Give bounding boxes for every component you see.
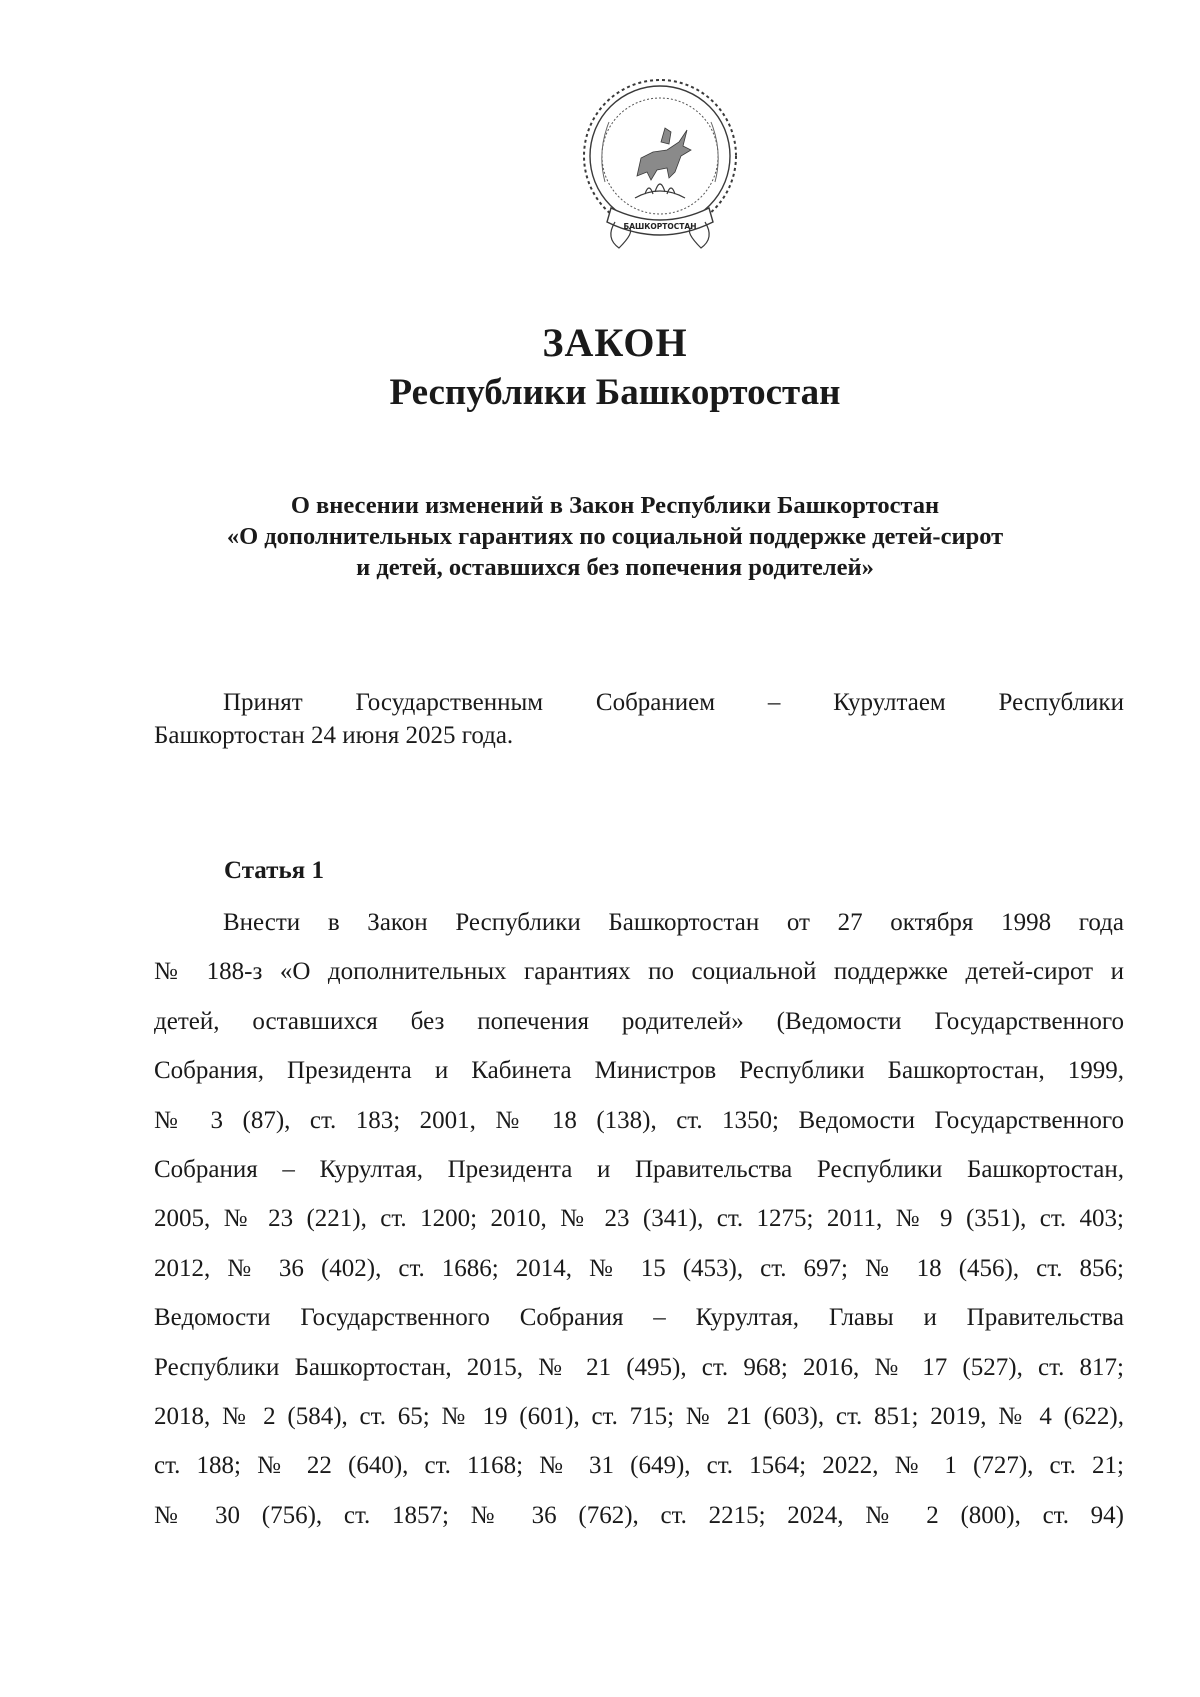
adoption-word: – [767, 689, 781, 716]
article-line: Республики Башкортостан, 2015, № 21 (495), ст. 968; 2016, № 17 (527), ст. 817; [154, 1353, 1124, 1381]
article-line: № 30 (756), ст. 1857; № 36 (762), ст. 2215; 2024, № 2 (800), ст. 94) [154, 1501, 1124, 1529]
law-subject [0, 490, 1200, 583]
adoption-word: Республики [998, 689, 1124, 716]
svg-text:БАШКОРТОСТАН: БАШКОРТОСТАН [623, 222, 697, 231]
subject-line: и детей, оставшихся без попечения родителей» [356, 554, 874, 581]
article-line: 2018, № 2 (584), ст. 65; № 19 (601), ст. 715; № 21 (603), ст. 851; 2019, № 4 (622), [154, 1402, 1124, 1430]
subject-line: О внесении изменений в Закон Республики Башкортостан [290, 492, 940, 519]
article-line: Собрания – Курултая, Президента и Правительства Республики Башкортостан, [154, 1155, 1124, 1183]
law-republic: Республики Башкортостан [389, 372, 841, 413]
adoption-note [154, 686, 1124, 752]
adoption-word: Курултаем [833, 689, 946, 716]
coat-of-arms-icon [575, 72, 745, 260]
adoption-word: Собранием [595, 689, 716, 716]
article-line: Внести в Закон Республики Башкортостан от 27 октября 1998 года [223, 909, 1124, 936]
article-heading: Статья 1 [224, 857, 324, 884]
adoption-word: Принят [223, 689, 303, 716]
law-title: ЗАКОН [542, 320, 688, 365]
subject-line: «О дополнительных гарантиях по социальной поддержке детей-сирот [226, 523, 1004, 550]
article-body [154, 898, 1124, 1540]
article-line: 2005, № 23 (221), ст. 1200; 2010, № 23 (341), ст. 1275; 2011, № 9 (351), ст. 403; [154, 1205, 1124, 1233]
adoption-word: Государственным [355, 689, 544, 716]
article-line: Ведомости Государственного Собрания – Курултая, Главы и Правительства [154, 1304, 1124, 1332]
article-line: Собрания, Президента и Кабинета Министров Республики Башкортостан, 1999, [154, 1057, 1124, 1085]
article-line: детей, оставшихся без попечения родителей» (Ведомости Государственного [154, 1007, 1124, 1035]
adoption-line: Башкортостан 24 июня 2025 года. [154, 722, 514, 749]
adoption-line [154, 686, 1124, 719]
article-line: ст. 188; № 22 (640), ст. 1168; № 31 (649), ст. 1564; 2022, № 1 (727), ст. 21; [154, 1452, 1124, 1480]
article-line: № 188-з «О дополнительных гарантиях по социальной поддержке детей-сирот и [154, 958, 1124, 986]
article-line: № 3 (87), ст. 183; 2001, № 18 (138), ст. 1350; Ведомости Государственного [154, 1106, 1124, 1134]
article-line: 2012, № 36 (402), ст. 1686; 2014, № 15 (453), ст. 697; № 18 (456), ст. 856; [154, 1254, 1124, 1282]
